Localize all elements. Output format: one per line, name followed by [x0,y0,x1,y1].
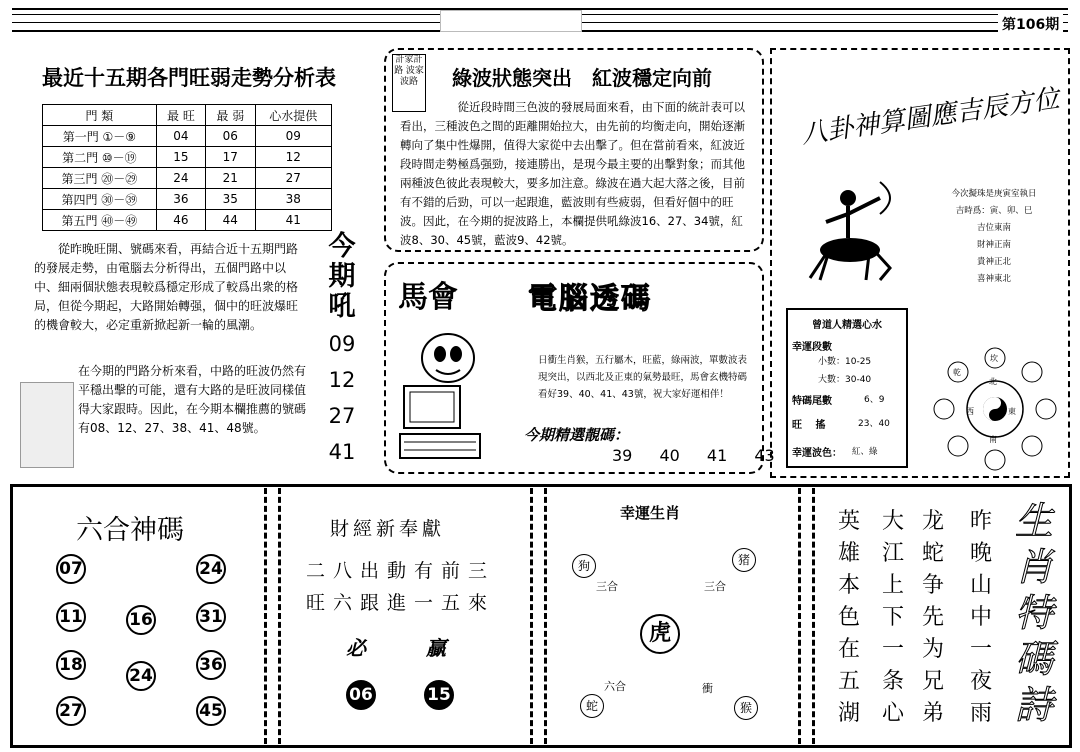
table-row [43,210,332,231]
computer-mascot-icon [396,324,506,466]
liuhe-number: 24 [196,554,226,584]
table-header: 門 類 [43,105,157,126]
finance-title: 財經新奉獻 [330,518,446,540]
liuhe-number: 31 [196,602,226,632]
divider [544,488,547,744]
bagua-north: 北 [989,377,997,386]
color-value: 紅、綠 [852,447,878,457]
table-cell: 12 [255,147,332,168]
tail-value: 6、9 [864,395,885,405]
fortune-panel-title: 曾道人精選心水 [812,320,882,331]
table-row [43,147,332,168]
trophy-image [20,382,74,468]
fortune-line: 貴神正北 [976,257,1011,267]
poem-column: 龙蛇争先为兄弟 [921,509,944,726]
trend-table-title: 最近十五期各門旺弱走勢分析表 [42,65,336,90]
issue-number: 第106期 [998,14,1063,34]
trend-table [42,104,332,231]
small-range: 小數：10-25 [818,357,872,367]
bagua-south: 南 [989,435,997,444]
computer-number: 39 [612,446,633,465]
table-cell: 35 [206,189,255,210]
hot-label: 旺 搖 [792,420,826,431]
zodiac-title: 幸運生肖 [620,504,681,522]
table-cell: 06 [206,126,255,147]
computer-title-1: 馬會 [398,280,458,315]
table-cell: 38 [255,189,332,210]
table-cell: 41 [255,210,332,231]
analysis-paragraph-2: 在今期的門路分析來看，中路的旺波仍然有平穩出擊的可能，還有大路的是旺波同樣值得大家跟時。因此，在今期本欄推薦的號碼有08、12、27、38、41、48號。 [78,364,307,435]
zodiac-label: 三合 [596,580,618,593]
table-cell: 17 [206,147,255,168]
table-header-row [43,105,332,126]
fortune-line: 吉時爲：寅、卯、巳 [955,206,1033,216]
color-label: 幸運波色： [792,448,842,459]
zodiac-dog: 狗 [572,554,596,578]
fortune-line: 吉位東南 [976,223,1011,233]
computer-numbers [612,446,775,465]
table-header: 最 弱 [206,105,255,126]
header-banner-logo [440,10,582,32]
roar-number: 09 [328,332,356,356]
bagua-east: 東 [1008,407,1016,416]
bagua-qian: 乾 [953,368,961,377]
liuhe-number: 27 [56,696,86,726]
table-cell: 第二門 ⑩－⑲ [43,147,157,168]
zodiac-label: 六合 [604,680,626,693]
divider [530,488,533,744]
poem-column: 昨晚山中一夜雨 [969,509,992,726]
computer-number: 40 [659,446,680,465]
finance-line-2: 旺六跟進一五來 [306,592,496,614]
divider [278,488,281,744]
table-row [43,189,332,210]
table-cell: 36 [156,189,205,210]
poem-column: 大江上下一条心 [881,509,904,726]
roar-number: 41 [328,440,356,464]
finance-line-1: 二八出動有前三 [306,560,496,582]
fortune-title: 八卦神算圖應吉辰方位 [799,84,1062,150]
bagua-icon [932,346,1058,472]
table-cell: 第一門 ①－⑨ [43,126,157,147]
liuhe-number: 07 [56,554,86,584]
wave-body: 從近段時間三色波的發展局面來看，由下面的統計表可以看出，三種波色之間的距離開始拉大，由先前的均衡走向，開始逐漸轉向了集中性爆開，值得大家從中去出擊了。但在當前看來，紅波近段時間走勢極爲强勁，接連勝出，是現今最主要的出擊對象；而其他兩種波色彼此表現較大，要多加注意。綠波在過大起大落之後，目前有不錯的后勁，可以一起跟進，藍波則有些疲弱，但看好個中的旺波。 [400,100,745,228]
table-header: 最 旺 [156,105,205,126]
table-cell: 04 [156,126,205,147]
zodiac-pig: 猪 [732,548,756,572]
computer-number: 43 [754,446,775,465]
table-cell: 27 [255,168,332,189]
big-range: 大數：30-40 [818,375,872,385]
fortune-line: 喜神東北 [976,274,1011,284]
roar-title: 今期吼 [328,231,356,322]
wave-title: 綠波狀態突出 紅波穩定向前 [452,66,712,90]
table-header: 心水提供 [255,105,332,126]
fortune-line: 財神正南 [976,240,1011,250]
table-cell: 46 [156,210,205,231]
zodiac-monkey: 猴 [734,696,758,720]
liuhe-number: 16 [126,605,156,635]
divider [812,488,815,744]
zodiac-center-tiger: 虎 [640,614,680,654]
bagua-kan: 坎 [990,354,998,363]
table-cell: 第五門 ㊵－㊾ [43,210,157,231]
luck-range-label: 幸運段數 [792,342,832,353]
finance-number: 06 [346,680,376,710]
roar-number: 12 [328,368,356,392]
zodiac-snake: 蛇 [580,694,604,718]
table-cell: 09 [255,126,332,147]
divider [798,488,801,744]
zodiac-label: 三合 [704,580,726,593]
table-row [43,126,332,147]
roar-numbers [324,326,360,470]
liuhe-number: 18 [56,650,86,680]
liuhe-number: 24 [126,661,156,691]
liuhe-title: 六合神碼 [76,515,184,546]
finance-number: 15 [424,680,454,710]
finance-win: 贏 [426,636,446,660]
roar-number: 27 [328,404,356,428]
table-row [43,168,332,189]
finance-must: 必 [346,636,366,660]
computer-text: 日衝生肖猴，五行屬木，旺藍，綠兩波，單數波表現突出，以西北及正東的氣勢最旺，馬會玄機特碼看好39、40、41、43號，祝大家好運相伴！ [538,355,748,400]
table-cell: 21 [206,168,255,189]
hot-value: 23、40 [858,419,890,429]
wave-conclusion: 因此，在今期的捉波路上，本欄提供吼綠波16、27、34號，紅波8、30、45號，藍波9、42號。 [400,214,743,247]
poem-column: 英雄本色在五湖 [837,509,860,726]
fortune-line: 今次擬珠是庚寅室執日 [951,189,1037,199]
wave-badge: 計家計路 波家波路 [392,54,426,112]
table-cell: 44 [206,210,255,231]
bagua-west: 西 [966,407,974,416]
table-cell: 第四門 ㉚－㊴ [43,189,157,210]
computer-title-2: 電腦透碼 [528,281,653,315]
analysis-paragraph-1: 從昨晚旺開、號碼來看，再結合近十五期門路的發展走勢，由電腦去分析得出，五個門路中以中、細兩個狀態表現較爲穩定形成了較爲出衆的格局，但從今期起，大路開始轉强，個中的旺波爆旺的機會較大，必定重新掀起新一輪的風潮。 [34,242,299,332]
liuhe-number: 11 [56,602,86,632]
computer-pick-label: 今期精選靚碼： [524,426,630,444]
table-cell: 15 [156,147,205,168]
poem-title: 生肖特碼詩 [1014,499,1053,727]
table-cell: 24 [156,168,205,189]
divider [264,488,267,744]
computer-number: 41 [706,446,728,465]
liuhe-number: 45 [196,696,226,726]
warrior-horse-icon [790,168,910,298]
liuhe-number: 36 [196,650,226,680]
tail-label: 特碼尾數 [792,396,832,407]
zodiac-label: 衝 [702,682,713,695]
fortune-lines [926,186,1062,288]
table-cell: 第三門 ⑳－㉙ [43,168,157,189]
